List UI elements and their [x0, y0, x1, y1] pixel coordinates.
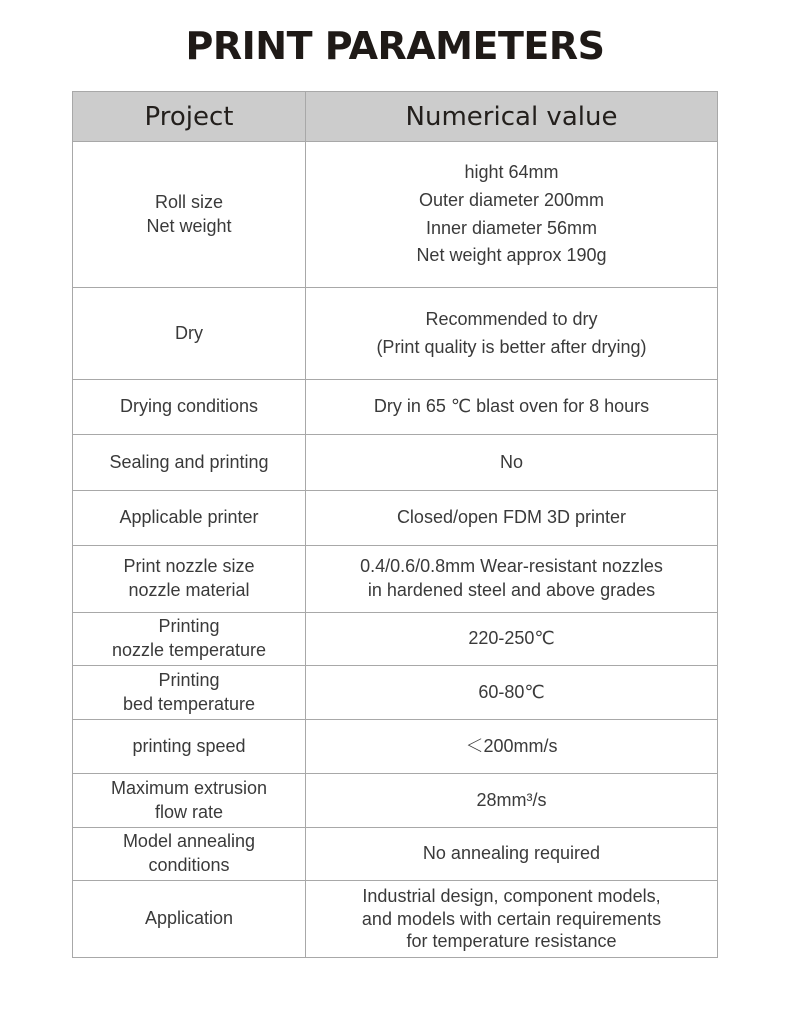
- table-row: [73, 881, 718, 958]
- project-cell: [73, 613, 306, 666]
- cell-line: Dry: [175, 322, 203, 343]
- cell-line: Industrial design, component models,: [362, 886, 661, 907]
- cell-line: Recommended to dry: [425, 308, 598, 329]
- project-cell: [73, 828, 306, 881]
- value-cell: [306, 881, 718, 958]
- cell-line: in hardened steel and above grades: [367, 580, 656, 600]
- project-cell: [73, 491, 306, 546]
- value-cell: [306, 613, 718, 666]
- header-project: Project: [73, 92, 306, 142]
- cell-line: for temperature resistance: [406, 931, 617, 952]
- cell-line: 28mm³/s: [476, 789, 547, 810]
- cell-line: 0.4/0.6/0.8mm Wear-resistant nozzles: [360, 556, 663, 577]
- cell-line: Dry in 65 ℃ blast oven for 8 hours: [373, 396, 650, 417]
- cell-line: Maximum extrusion: [110, 777, 268, 798]
- cell-line: Printing: [158, 669, 220, 690]
- project-cell: [73, 435, 306, 491]
- cell-line: Net weight: [146, 215, 232, 236]
- cell-line: 220-250℃: [468, 628, 555, 649]
- cell-line: hight 64mm: [464, 161, 559, 182]
- value-cell: [306, 142, 718, 288]
- cell-line: printing speed: [132, 735, 246, 756]
- table-header-row: [73, 92, 718, 142]
- table-row: [73, 491, 718, 546]
- value-cell: [306, 491, 718, 546]
- table-row: [73, 720, 718, 774]
- value-cell: [306, 288, 718, 380]
- project-cell: [73, 881, 306, 958]
- cell-line: flow rate: [154, 801, 224, 822]
- cell-line: bed temperature: [122, 693, 256, 714]
- cell-line: 60-80℃: [478, 681, 545, 702]
- parameters-table: [72, 91, 718, 958]
- cell-line: Net weight approx 190g: [416, 245, 607, 266]
- value-cell: [306, 720, 718, 774]
- project-cell: [73, 666, 306, 720]
- header-numerical-value: Numerical value: [306, 92, 718, 142]
- table-row: [73, 288, 718, 380]
- cell-line: Roll size: [154, 191, 224, 212]
- project-cell: [73, 142, 306, 288]
- project-cell: [73, 380, 306, 435]
- cell-line: Closed/open FDM 3D printer: [396, 507, 627, 528]
- table-row: [73, 666, 718, 720]
- cell-line: (Print quality is better after drying): [376, 336, 647, 357]
- cell-line: Application: [144, 908, 234, 929]
- cell-line: Applicable printer: [119, 507, 259, 528]
- cell-line: Printing: [158, 616, 220, 637]
- cell-line: and models with certain requirements: [361, 908, 662, 929]
- project-cell: [73, 774, 306, 828]
- cell-line: Model annealing: [122, 831, 256, 852]
- page-title: PRINT PARAMETERS: [185, 24, 605, 68]
- project-cell: [73, 546, 306, 613]
- value-cell: [306, 546, 718, 613]
- table-row: [73, 546, 718, 613]
- project-cell: [73, 720, 306, 774]
- project-cell: [73, 288, 306, 380]
- cell-line: conditions: [148, 855, 230, 875]
- value-cell: [306, 666, 718, 720]
- table-row: [73, 142, 718, 288]
- cell-line: nozzle temperature: [111, 640, 267, 660]
- cell-line: Inner diameter 56mm: [425, 217, 598, 238]
- table-row: [73, 613, 718, 666]
- value-cell: [306, 380, 718, 435]
- table-row: [73, 435, 718, 491]
- cell-line: ＜200mm/s: [465, 735, 558, 756]
- table-row: [73, 380, 718, 435]
- value-cell: [306, 435, 718, 491]
- value-cell: [306, 774, 718, 828]
- cell-line: No annealing required: [422, 843, 601, 864]
- cell-line: Sealing and printing: [109, 451, 269, 472]
- cell-line: Print nozzle size: [123, 556, 255, 577]
- cell-line: Outer diameter 200mm: [418, 189, 605, 210]
- value-cell: [306, 828, 718, 881]
- table-row: [73, 828, 718, 881]
- table-row: [73, 774, 718, 828]
- cell-line: Drying conditions: [119, 396, 259, 417]
- cell-line: nozzle material: [128, 580, 250, 600]
- cell-line: No: [499, 451, 523, 472]
